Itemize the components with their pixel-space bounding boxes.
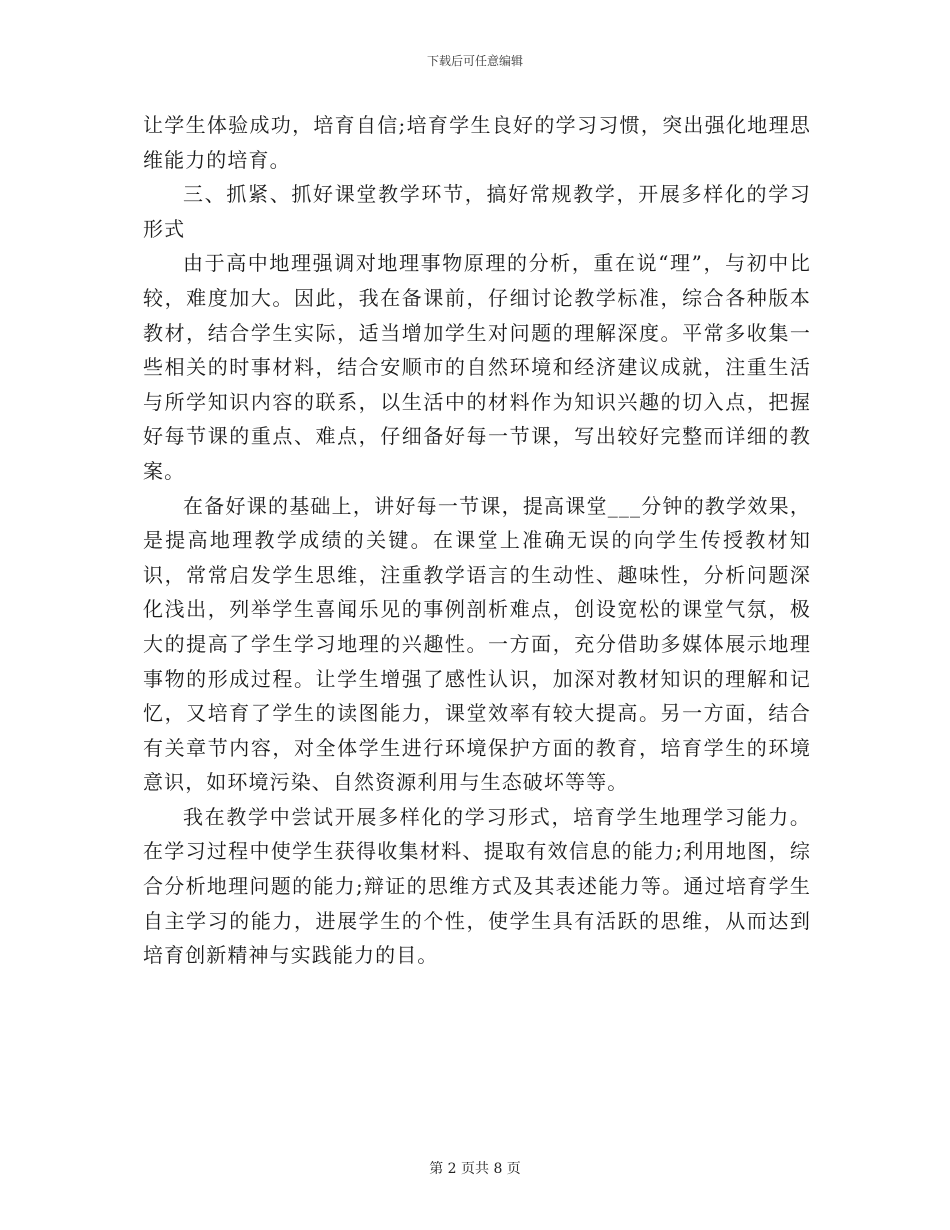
page-number: 第 2 页共 8 页 xyxy=(429,1161,521,1177)
paragraph-classroom-teaching: 在备好课的基础上，讲好每一节课，提高课堂___分钟的教学效果，是提高地理教学成绩的关键。在课堂上准确无误的向学生传授教材知识，常常启发学生思维，注重教学语言的生动性、趣味性，分析问题深化浅出，列举学生喜闻乐见的事例剖析难点，创设宽松的课堂气氛，极大的提高了学生学习地理的兴趣性。一方面，充分借助多媒体展示地理事物的形成过程。让学生增强了感性认识，加深对教材知识的理解和记忆，又培育了学生的读图能力，课堂效率有较大提高。另一方面，结合有关章节内容，对全体学生进行环境保护方面的教育，培育学生的环境意识，如环境污染、自然资源利用与生态破坏等等。 xyxy=(143,493,811,795)
paragraph-lesson-preparation: 由于高中地理强调对地理事物原理的分析，重在说“理”，与初中比较，难度加大。因此，我在备课前，仔细讨论教学标准，综合各种版本教材，结合学生实际，适当增加学生对问题的理解深度。平常多收集一些相关的时事材料，结合安顺市的自然环境和经济建议成就，注重生活与所学知识内容的联系，以生活中的材料作为知识兴趣的切入点，把握好每节课的重点、难点，仔细备好每一节课，写出较好完整而详细的教案。 xyxy=(143,251,811,483)
page-header: 下载后可任意编辑 xyxy=(426,54,523,68)
document-body xyxy=(143,108,811,973)
paragraph-learning-forms: 我在教学中尝试开展多样化的学习形式，培育学生地理学习能力。在学习过程中使学生获得收集材料、提取有效信息的能力;利用地图，综合分析地理问题的能力;辩证的思维方式及其表述能力等。通过培育学生自主学习的能力，进展学生的个性，使学生具有活跃的思维，从而达到培育创新精神与实践能力的目。 xyxy=(143,804,811,968)
paragraph-continuation: 让学生体验成功，培育自信;培育学生良好的学习习惯，突出强化地理思维能力的培育。 xyxy=(143,113,811,172)
section-heading: 三、抓紧、抓好课堂教学环节，搞好常规教学，开展多样化的学习形式 xyxy=(143,182,811,241)
